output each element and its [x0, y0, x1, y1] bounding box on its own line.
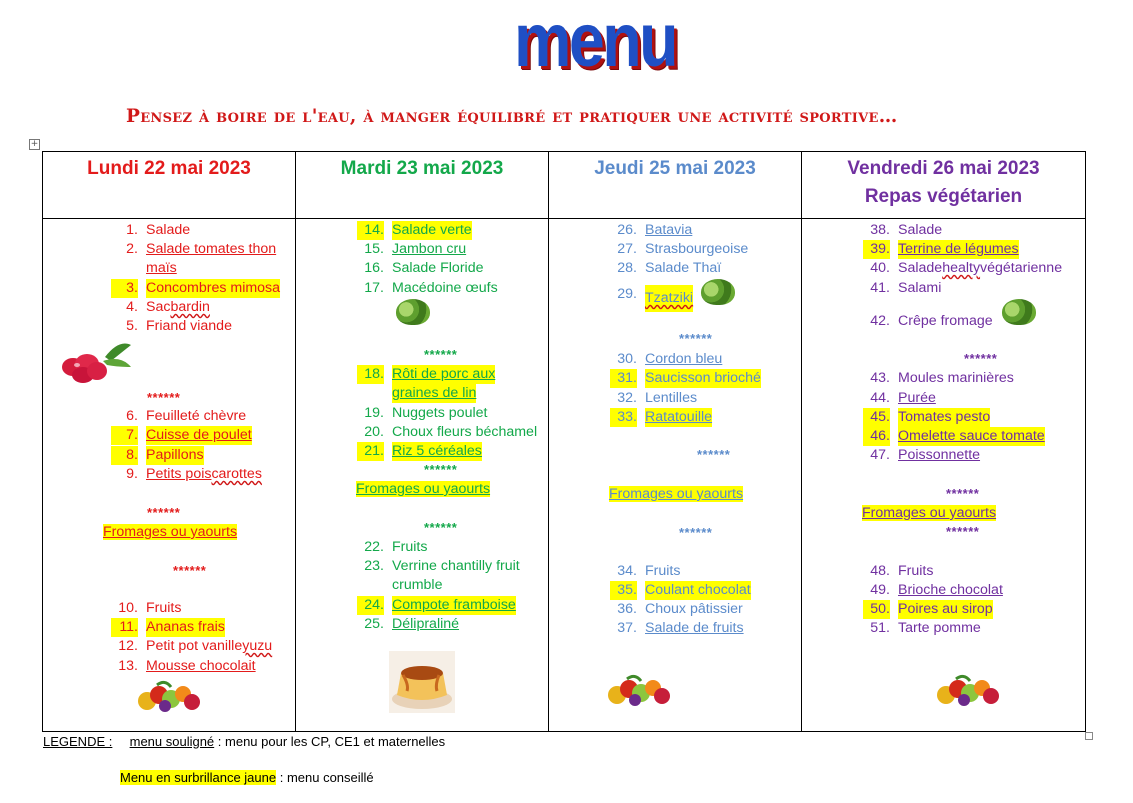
menu-item: 10. Fruits: [118, 600, 182, 616]
menu-item: 32. Lentilles: [617, 390, 698, 406]
separator: ******: [173, 563, 207, 578]
fruits-image: [137, 679, 201, 717]
menu-item: 34. Fruits: [617, 563, 681, 579]
menu-item: 27. Strasbourgeoise: [617, 241, 749, 257]
menu-item: 46. Omelette sauce tomate: [863, 427, 1045, 446]
cheese-option: Fromages ou yaourts: [103, 524, 238, 540]
menu-item: 21. Riz 5 céréales: [357, 442, 482, 461]
menu-item: 28. Salade Thaï: [617, 260, 722, 276]
menu-item: 7. Cuisse de poulet: [111, 426, 252, 445]
menu-item: 9. Petits poiscarottes: [126, 466, 262, 482]
menu-item-cont: crumble: [392, 577, 443, 593]
menu-item: 14. Salade verte: [357, 221, 472, 240]
flan-image: [389, 651, 455, 713]
menu-item: 39. Terrine de légumes: [863, 240, 1019, 259]
menu-item: 3. Concombres mimosa: [111, 279, 280, 298]
legend-underline: [43, 734, 445, 749]
menu-item: 11. Ananas frais: [111, 618, 225, 637]
table-resize-handle-icon[interactable]: [1085, 732, 1093, 740]
menu-item: 17. Macédoine œufs: [364, 280, 498, 296]
menu-item: 29. Tzatziki: [610, 285, 693, 312]
radish-image: [59, 337, 133, 385]
legend-highlight: [120, 770, 374, 785]
menu-item: 15. Jambon cru: [364, 241, 467, 257]
slogan: Pensez à boire de l'eau, à manger équilibré et pratiquer une activité sportive…: [126, 106, 898, 127]
legend-highlight-text: : menu conseillé: [276, 770, 374, 785]
menu-item: 4. Sacbardin: [126, 299, 210, 315]
menu-item: 36. Choux pâtissier: [617, 601, 743, 617]
table-move-handle-icon[interactable]: +: [30, 139, 39, 149]
menu-item: 13. Mousse chocolait: [118, 658, 256, 674]
separator: ******: [424, 347, 458, 362]
menu-item: 23. Verrine chantilly fruit: [364, 558, 520, 574]
menu-item: 1. Salade: [126, 222, 191, 238]
separator: ******: [946, 524, 980, 539]
day-header-monday: Lundi 22 mai 2023: [43, 152, 296, 219]
menu-item: 12. Petit pot vanilleyuzu: [118, 638, 273, 654]
menu-item: 33. Ratatouille: [610, 408, 712, 427]
menu-item: 45. Tomates pesto: [863, 408, 990, 427]
menu-item: 26. Batavia: [617, 222, 693, 238]
menu-item: 47. Poissonnette: [870, 447, 981, 463]
separator: ******: [697, 447, 731, 462]
menu-item: 6. Feuilleté chèvre: [126, 408, 247, 424]
day-column-thursday: [549, 219, 802, 732]
menu-item: 2. Salade tomates thon: [126, 241, 277, 257]
menu-item: 50. Poires au sirop: [863, 600, 993, 619]
menu-item: 25. Délipraliné: [364, 616, 460, 632]
legend-highlight-sample: Menu en surbrillance jaune: [120, 770, 277, 785]
menu-item: 40. Saladehealtyvégétarienne: [870, 260, 1063, 276]
cheese-option: Fromages ou yaourts: [356, 481, 491, 497]
menu-item: 37. Salade de fruits: [617, 620, 744, 636]
fruits-image: [936, 673, 1000, 711]
menu-title: menu: [514, 0, 677, 83]
fruits-image: [607, 673, 671, 711]
menu-item: 48. Fruits: [870, 563, 934, 579]
menu-item-cont: graines de lin: [392, 385, 477, 401]
separator: ******: [679, 525, 713, 540]
menu-item: 31. Saucisson brioché: [610, 369, 761, 388]
cheese-option: Fromages ou yaourts: [862, 505, 997, 521]
cheese-option: Fromages ou yaourts: [609, 486, 744, 502]
separator: ******: [964, 351, 998, 366]
separator: ******: [147, 390, 181, 405]
menu-item: 35. Coulant chocolat: [610, 581, 751, 600]
menu-item: 22. Fruits: [364, 539, 428, 555]
lettuce-image: [1002, 299, 1042, 327]
menu-item: 8. Papillons: [111, 446, 204, 465]
menu-item-cont: maïs: [146, 260, 177, 276]
separator: ******: [147, 505, 181, 520]
legend-underline-text: : menu pour les CP, CE1 et maternelles: [214, 734, 446, 749]
day-header-tuesday: Mardi 23 mai 2023: [296, 152, 549, 219]
menu-item: 18. Rôti de porc aux: [357, 365, 495, 384]
menu-item: 51. Tarte pomme: [870, 620, 981, 636]
menu-item: 38. Salade: [870, 222, 943, 238]
menu-item: 41. Salami: [870, 280, 942, 296]
menu-item: 5. Friand viande: [126, 318, 232, 334]
day-column-monday: [43, 219, 296, 732]
legend-underline-sample: menu souligné: [129, 734, 215, 749]
legend-label: LEGENDE :: [43, 734, 113, 749]
separator: ******: [946, 486, 980, 501]
day-column-tuesday: [296, 219, 549, 732]
menu-item: 42. Crêpe fromage: [870, 313, 993, 329]
vegetarian-label: Repas végétarien: [864, 186, 1023, 207]
separator: ******: [679, 331, 713, 346]
separator: ******: [424, 462, 458, 477]
menu-item: 20. Choux fleurs béchamel: [364, 424, 538, 440]
separator: ******: [424, 520, 458, 535]
menu-item: 44. Purée: [870, 390, 936, 406]
day-header-thursday: Jeudi 25 mai 2023: [549, 152, 802, 219]
menu-item: 16. Salade Floride: [364, 260, 484, 276]
menu-item: 19. Nuggets poulet: [364, 405, 488, 421]
day-column-friday: [802, 219, 1086, 732]
lettuce-image: [701, 279, 741, 307]
menu-item: 49. Brioche chocolat: [870, 582, 1003, 598]
lettuce-image: [396, 299, 436, 327]
menu-item: 30. Cordon bleu: [617, 351, 723, 367]
day-header-friday: Vendredi 26 mai 2023 Repas végétarien: [802, 152, 1086, 219]
menu-item: 24. Compote framboise: [357, 596, 516, 615]
menu-item: 43. Moules marinières: [870, 370, 1014, 386]
menu-table: [42, 151, 1086, 732]
